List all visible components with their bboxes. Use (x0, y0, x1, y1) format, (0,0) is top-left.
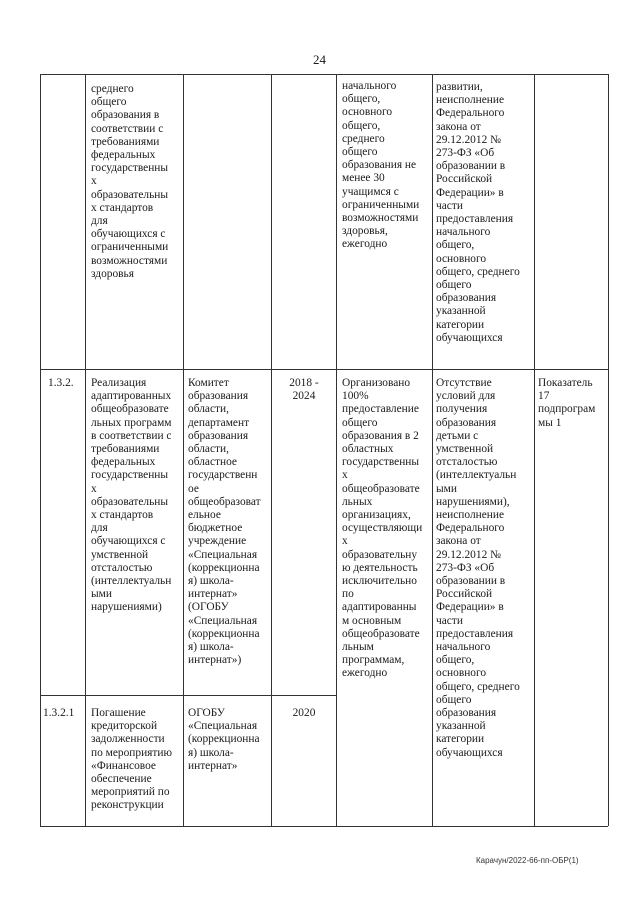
executor-cell: ОГОБУ «Специальная (коррекционна я) школа- интернат» (188, 707, 260, 772)
measure-name-cell: Погашение кредиторской задолженности по мероприятию «Финансовое обеспечение мероприятий по реконструкции (91, 707, 173, 812)
period-cell: 2020 (292, 707, 316, 719)
continuation-consequence-cell: развитии, неисполнение Федерального закона от 29.12.2012 № 273-ФЗ «Об образовании в Российской Федерации» в части предоставления начального общего, основного общего, среднего общего образования указанной категории обучающихся (436, 81, 520, 344)
table-row-divider (40, 369, 608, 370)
consequence-cell: Отсутствие условий для получения образования детьми с умственной отсталостью (интеллектуальн ыми нарушениями), неисполнение Федерального закона от 29.12.2012 № 273-ФЗ «Об образовании в Российской Федерации» в части предоставления начального общего, основного общего, среднего общего образования указанной категории обучающихся (436, 377, 520, 759)
document-footer-code: Карачун/2022-66-пп-ОБР(1) (476, 856, 579, 865)
expected-result-cell: Организовано 100% предоставление общего образования в 2 областных государственны х общеобразовате льных организациях, осуществляющи х образовательну ю деятельность исключительно по адаптированны м основным общеобразовате льным программам, ежегодно (342, 377, 423, 680)
table-column-divider (183, 74, 184, 826)
measure-name-cell: Реализация адаптированных общеобразовате льных программ в соответствии с требованиями федеральных государственны х образовательны х стандартов для обучающихся с умственной отсталостью (интеллектуальн ыми нарушениями) (91, 377, 172, 614)
page-number: 24 (313, 52, 326, 67)
continuation-name-cell: среднего общего образования в соответствии с требованиями федеральных государственны х образовательны х стандартов для обучающихся с ограниченными возможностями здоровья (91, 83, 169, 280)
row-number-cell: 1.3.2.1 (43, 707, 75, 719)
row-number-cell: 1.3.2. (48, 377, 74, 389)
table-border-right (608, 74, 609, 826)
executor-cell: Комитет образования области, департамент образования области, областное государственн ое общеобразоват ельное бюджетное учреждение «Специальная (коррекционна я) школа- интернат» (ОГОБУ «Специальная (коррекционна я) школа- интернат») (188, 377, 261, 667)
table-column-divider (336, 74, 337, 826)
table-row-divider (40, 695, 336, 696)
table-border-top (40, 74, 608, 75)
table-border-left (40, 74, 41, 826)
measures-table (40, 74, 608, 826)
indicator-cell: Показатель 17 подпрограм мы 1 (538, 377, 596, 429)
continuation-result-cell: начального общего, основного общего, среднего общего образования не менее 30 учащимся с ограниченными возможностями здоровья, ежегодно (342, 80, 420, 251)
period-cell: 2018 - 2024 (289, 377, 319, 403)
table-border-bottom (40, 826, 608, 827)
table-column-divider (85, 74, 86, 826)
